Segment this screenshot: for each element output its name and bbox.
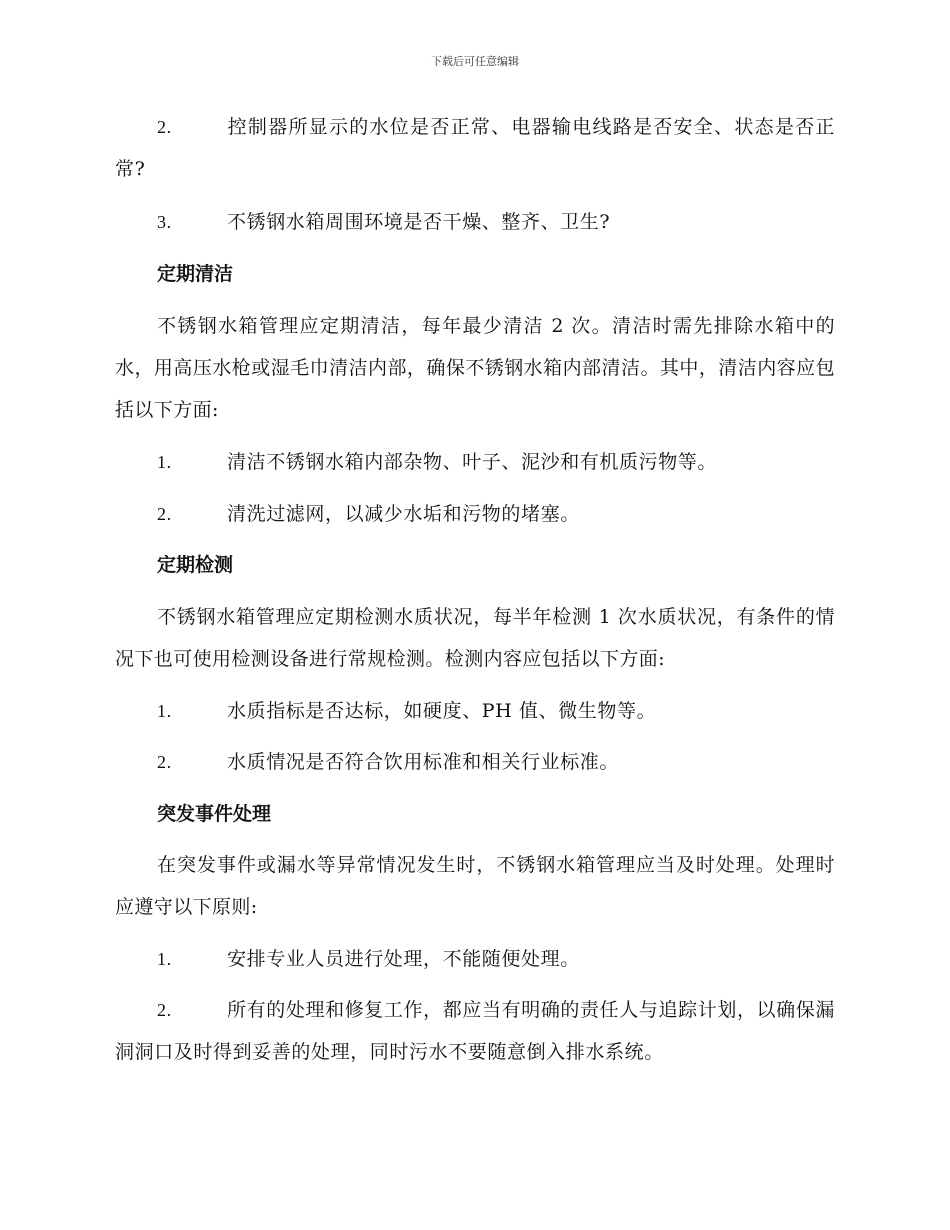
list-number: 1. xyxy=(157,452,172,472)
list-number: 2. xyxy=(157,504,172,524)
section-heading: 突发事件处理 xyxy=(157,803,272,825)
list-item xyxy=(115,441,835,483)
list-number: 2. xyxy=(157,752,172,772)
list-text: 水质指标是否达标，如硬度、PH 值、微生物等。 xyxy=(227,700,657,722)
section-heading: 定期清洁 xyxy=(157,263,234,285)
list-text: 安排专业人员进行处理，不能随便处理。 xyxy=(227,948,580,970)
list-item xyxy=(115,493,835,535)
list-item xyxy=(115,690,835,732)
list-number: 1. xyxy=(157,701,172,721)
paragraph: 在突发事件或漏水等异常情况发生时，不锈钢水箱管理应当及时处理。处理时应遵守以下原则: xyxy=(115,854,835,918)
list-text: 清洗过滤网，以减少水垢和污物的堵塞。 xyxy=(227,503,580,525)
list-text: 不锈钢水箱周围环境是否干燥、整齐、卫生? xyxy=(227,211,611,233)
list-number: 1. xyxy=(157,949,172,969)
page-header: 下载后可任意编辑 xyxy=(431,55,519,68)
paragraph: 不锈钢水箱管理应定期清洁，每年最少清洁 2 次。清洁时需先排除水箱中的水，用高压水枪或湿毛巾清洁内部，确保不锈钢水箱内部清洁。其中，清洁内容应包括以下方面: xyxy=(115,315,835,421)
list-item xyxy=(115,938,835,980)
list-item xyxy=(115,201,835,243)
section-heading: 定期检测 xyxy=(157,554,234,576)
list-number: 3. xyxy=(157,212,172,232)
list-number: 2. xyxy=(157,1000,172,1020)
list-item xyxy=(115,106,835,190)
list-text: 所有的处理和修复工作，都应当有明确的责任人与追踪计划，以确保漏洞洞口及时得到妥善的处理，同时污水不要随意倒入排水系统。 xyxy=(115,999,835,1063)
list-text: 水质情况是否符合饮用标准和相关行业标准。 xyxy=(227,751,620,773)
list-item xyxy=(115,741,835,783)
list-number: 2. xyxy=(157,117,172,137)
list-text: 控制器所显示的水位是否正常、电器输电线路是否安全、状态是否正常? xyxy=(115,116,835,180)
paragraph: 不锈钢水箱管理应定期检测水质状况，每半年检测 1 次水质状况，有条件的情况下也可使用检测设备进行常规检测。检测内容应包括以下方面: xyxy=(115,606,835,670)
list-text: 清洁不锈钢水箱内部杂物、叶子、泥沙和有机质污物等。 xyxy=(227,451,718,473)
list-item xyxy=(115,989,835,1073)
